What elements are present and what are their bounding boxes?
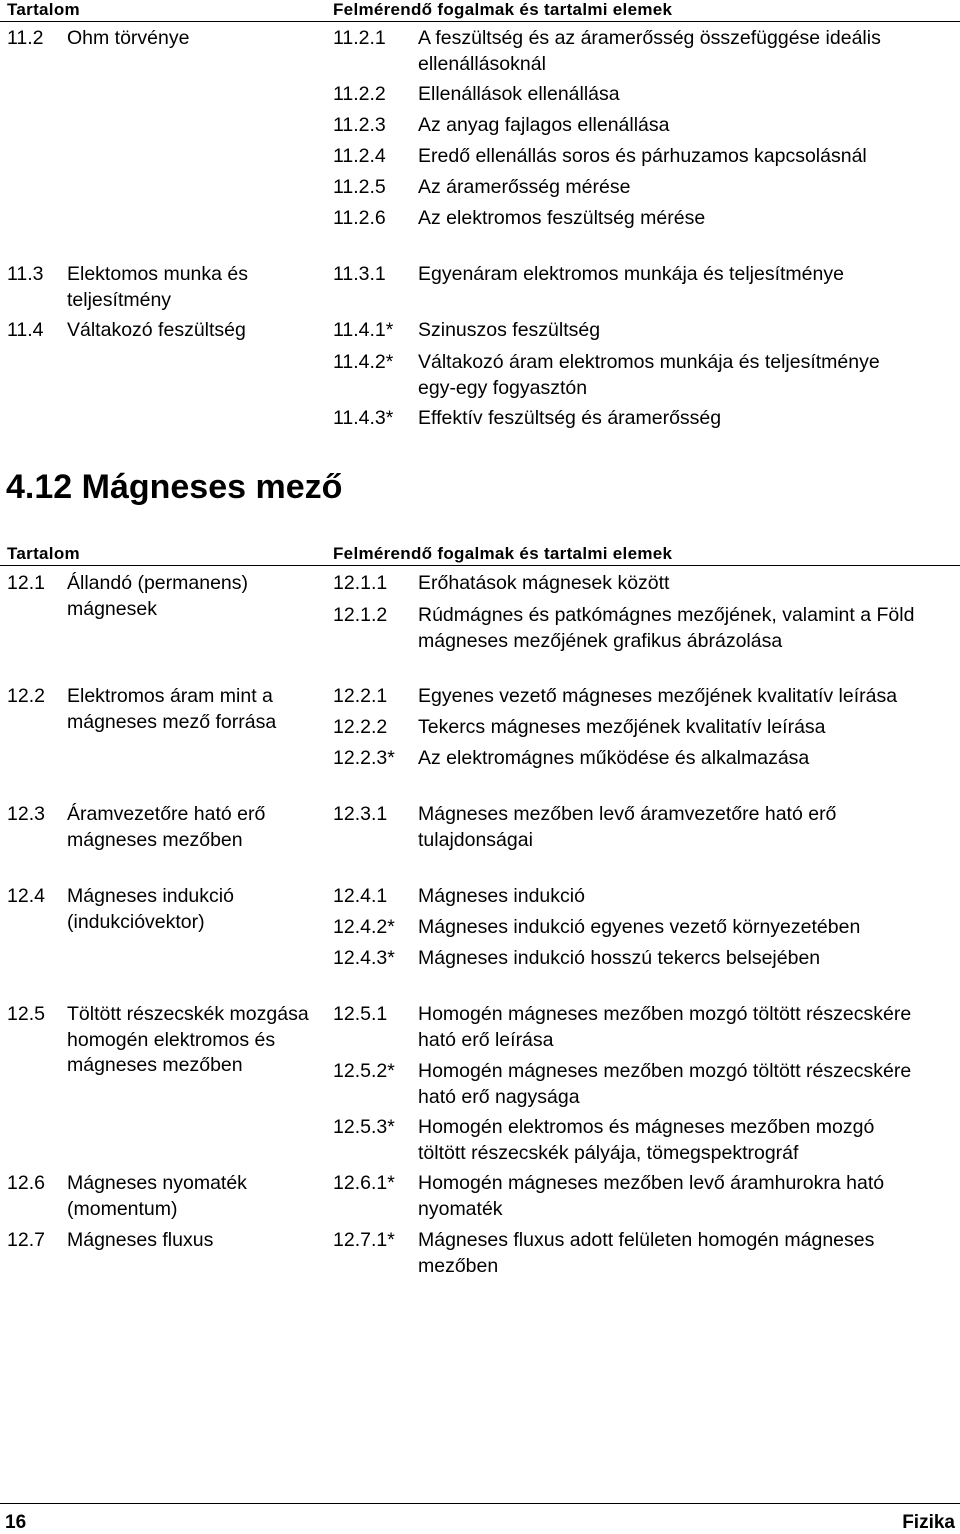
item-code: 12.6.1* [333, 1172, 395, 1194]
footer-rule [0, 1503, 960, 1504]
item-text: mezőben [418, 1254, 499, 1277]
item-text: Homogén elektromos és mágneses mezőben mozgó [418, 1116, 875, 1138]
row-number: 11.4 [7, 319, 44, 341]
item-text: Rúdmágnes és patkómágnes mezőjének, valamint a Föld [418, 604, 915, 626]
row-title: Mágneses indukció [67, 885, 234, 907]
row-title: Elektomos munka és [67, 263, 248, 285]
item-code: 12.2.1 [333, 685, 388, 707]
item-code: 12.2.2 [333, 716, 388, 738]
item-code: 12.5.3* [333, 1116, 395, 1138]
item-code: 12.7.1* [333, 1229, 395, 1251]
item-text: ható erő nagysága [418, 1085, 580, 1108]
item-text: nyomaték [418, 1197, 503, 1220]
page-number: 16 [5, 1512, 27, 1533]
item-code: 11.4.3* [333, 407, 394, 429]
item-text: Egyenáram elektromos munkája és teljesítménye [418, 263, 844, 285]
subject-name: Fizika [902, 1512, 955, 1533]
row-number: 11.3 [7, 263, 44, 285]
row-title: Váltakozó feszültség [67, 319, 246, 341]
item-text: Homogén mágneses mezőben levő áramhurokra ható [418, 1172, 885, 1194]
item-text: Mágneses indukció [418, 885, 585, 907]
table-header-tartalom-2: Tartalom [7, 544, 80, 563]
item-code: 11.3.1 [333, 263, 386, 285]
row-title: mágneses mezőben [67, 828, 243, 851]
item-code: 12.4.3* [333, 947, 395, 969]
item-text: egy-egy fogyasztón [418, 376, 588, 399]
item-text: Effektív feszültség és áramerősség [418, 407, 722, 429]
item-code: 12.3.1 [333, 803, 388, 825]
row-title: mágneses mezőben [67, 1054, 243, 1076]
row-title: homogén elektromos és [67, 1028, 276, 1051]
item-code: 11.4.2* [333, 351, 394, 373]
row-number: 12.1 [7, 572, 45, 594]
item-text: Ellenállások ellenállása [418, 83, 620, 105]
item-text: ellenállásoknál [418, 52, 546, 75]
table-header-tartalom: Tartalom [7, 0, 80, 19]
row-title: Töltött részecskék mozgása [67, 1003, 309, 1025]
item-code: 11.2.5 [333, 176, 386, 198]
section-heading: 4.12 Mágneses mező [6, 468, 343, 506]
item-code: 11.2.4 [333, 145, 386, 167]
row-title: Áramvezetőre ható erő [67, 803, 266, 825]
item-text: töltött részecskék pályája, tömegspektrográf [418, 1141, 799, 1164]
item-text: Mágneses indukció egyenes vezető környezetében [418, 916, 861, 938]
item-code: 11.2.1 [333, 27, 386, 49]
item-code: 12.1.2 [333, 604, 388, 626]
item-text: mágneses mezőjének grafikus ábrázolása [418, 629, 783, 652]
item-text: Tekercs mágneses mezőjének kvalitatív leírása [418, 716, 826, 738]
item-text: Szinuszos feszültség [418, 319, 601, 341]
item-text: Homogén mágneses mezőben mozgó töltött részecskére [418, 1060, 912, 1082]
item-text: Eredő ellenállás soros és párhuzamos kapcsolásnál [418, 145, 867, 167]
row-number: 12.2 [7, 685, 45, 707]
item-code: 11.2.3 [333, 114, 386, 136]
row-number: 12.6 [7, 1172, 45, 1194]
row-title: Elektromos áram mint a [67, 685, 273, 707]
item-text: Erőhatások mágnesek között [418, 572, 670, 594]
table-header-fogalmak: Felmérendő fogalmak és tartalmi elemek [333, 0, 673, 19]
row-title: Állandó (permanens) [67, 572, 249, 594]
item-text: Mágneses indukció hosszú tekercs belsejében [418, 947, 821, 969]
item-code: 12.5.2* [333, 1060, 395, 1082]
row-title: mágneses mező forrása [67, 710, 277, 733]
row-title: (indukcióvektor) [67, 910, 205, 933]
item-text: Mágneses fluxus adott felületen homogén mágneses [418, 1229, 875, 1251]
item-code: 12.5.1 [333, 1003, 388, 1025]
item-code: 11.2.2 [333, 83, 386, 105]
item-code: 12.4.2* [333, 916, 395, 938]
item-text: Váltakozó áram elektromos munkája és teljesítménye [418, 351, 880, 373]
row-title: Mágneses fluxus [67, 1229, 214, 1251]
row-title: teljesítmény [67, 288, 172, 311]
row-number: 12.5 [7, 1003, 45, 1025]
item-text: Az elektromos feszültség mérése [418, 207, 706, 229]
header-rule [0, 21, 960, 22]
row-title: Mágneses nyomaték [67, 1172, 247, 1194]
item-code: 11.4.1* [333, 319, 394, 341]
header-rule-2 [0, 565, 960, 566]
row-number: 11.2 [7, 27, 44, 49]
row-number: 12.3 [7, 803, 45, 825]
table-header-fogalmak-2: Felmérendő fogalmak és tartalmi elemek [333, 544, 673, 563]
item-code: 12.4.1 [333, 885, 388, 907]
row-number: 12.4 [7, 885, 45, 907]
item-code: 12.2.3* [333, 747, 395, 769]
item-text: Az áramerősség mérése [418, 176, 631, 198]
item-text: A feszültség és az áramerősség összefüggése ideális [418, 27, 881, 49]
item-text: Egyenes vezető mágneses mezőjének kvalitatív leírása [418, 685, 898, 707]
item-text: Az anyag fajlagos ellenállása [418, 114, 670, 136]
item-text: tulajdonságai [418, 828, 533, 851]
item-text: Az elektromágnes működése és alkalmazása [418, 747, 810, 769]
item-text: Mágneses mezőben levő áramvezetőre ható erő [418, 803, 837, 825]
row-title: (momentum) [67, 1197, 178, 1220]
row-title: mágnesek [67, 597, 157, 620]
item-text: ható erő leírása [418, 1028, 554, 1051]
item-text: Homogén mágneses mezőben mozgó töltött részecskére [418, 1003, 912, 1025]
item-code: 12.1.1 [333, 572, 388, 594]
row-number: 12.7 [7, 1229, 45, 1251]
item-code: 11.2.6 [333, 207, 386, 229]
row-title: Ohm törvénye [67, 27, 190, 49]
